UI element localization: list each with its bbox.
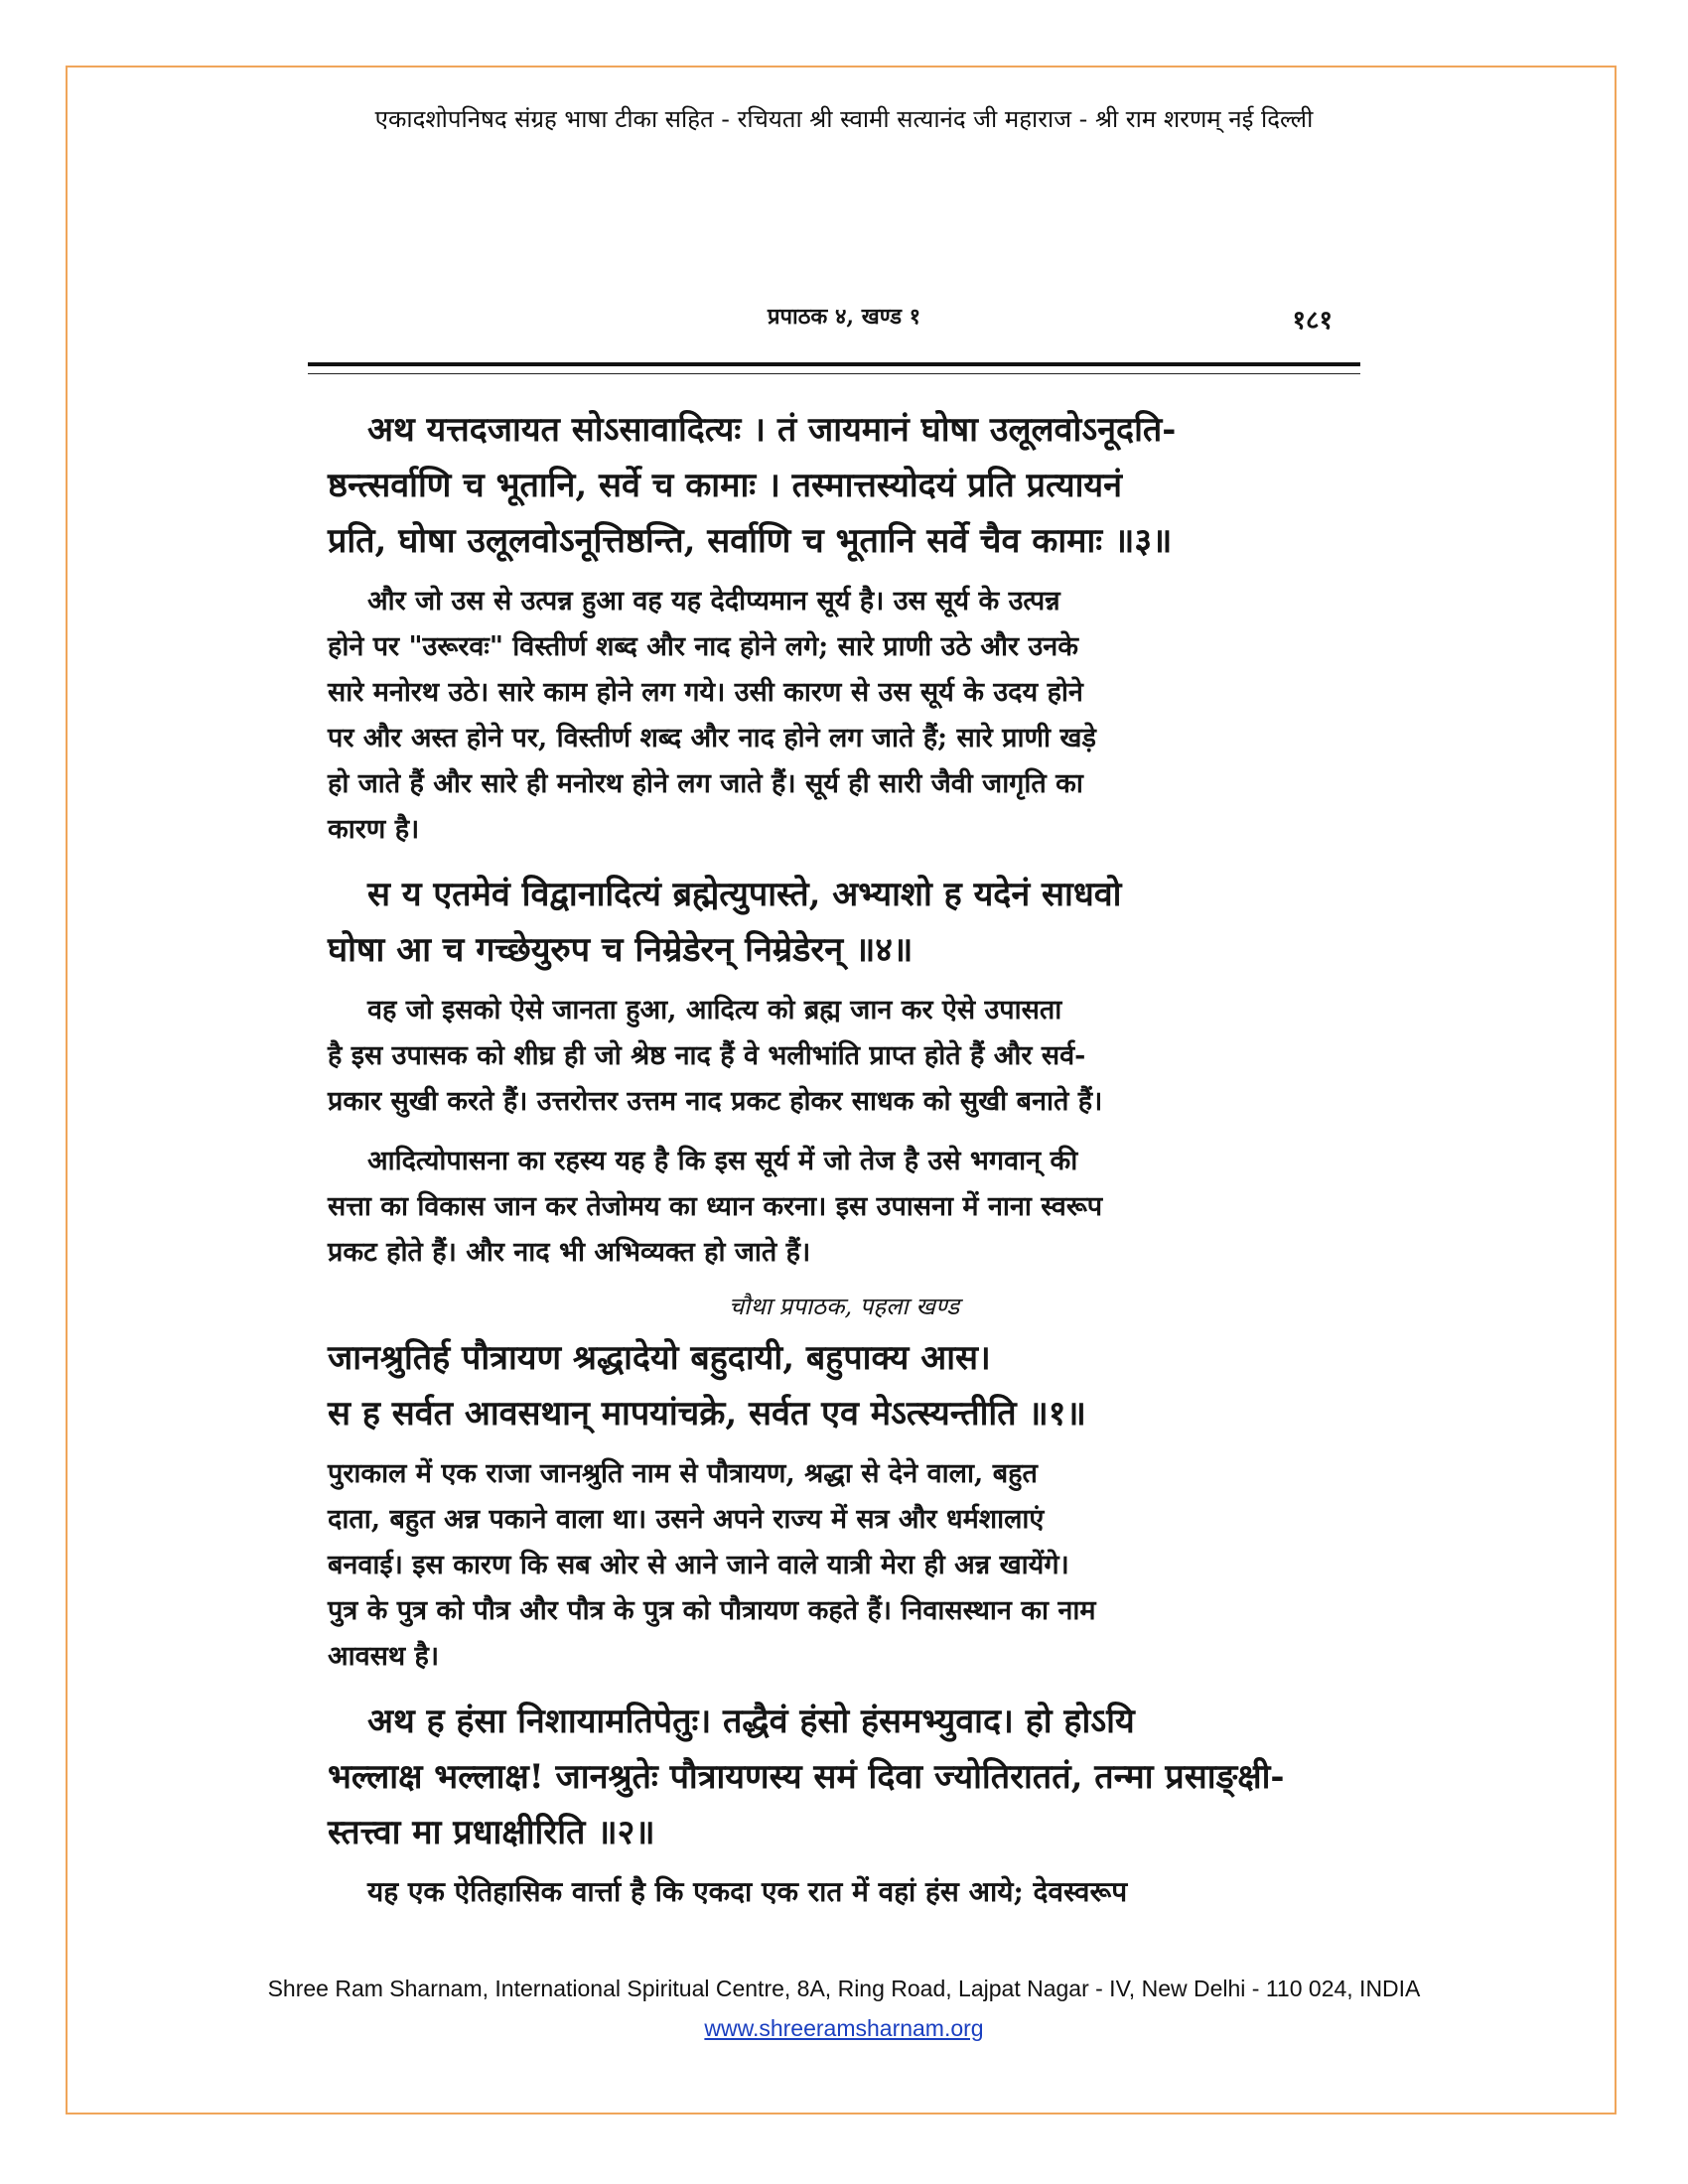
verse-line: भल्लाक्ष भल्लाक्ष! जानश्रुतेः पौत्रायणस्य समं दिवा ज्योतिराततं, तन्मा प्रसाङ्क्षी- <box>328 1757 1285 1797</box>
gloss-line: प्रकार सुखी करते हैं। उत्तरोत्तर उत्तम नाद प्रकट होकर साधक को सुखी बनाते हैं। <box>328 1086 1103 1117</box>
gloss-line: पुत्र के पुत्र को पौत्र और पौत्र के पुत्र को पौत्रायण कहते हैं। निवासस्थान का नाम <box>328 1595 1096 1626</box>
page-body <box>328 402 1360 1914</box>
website-link[interactable]: www.shreeramsharnam.org <box>704 2015 984 2041</box>
gloss-line: पर और अस्त होने पर, विस्तीर्ण शब्द और नाद होने लग जाते हैं; सारे प्राणी खड़े <box>328 723 1096 753</box>
gloss-line: दाता, बहुत अन्न पकाने वाला था। उसने अपने राज्य में सत्र और धर्मशालाएं <box>328 1504 1045 1535</box>
verse-line: स ह सर्वत आवसथान् मापयांचक्रे, सर्वत एव मेऽत्स्यन्तीति ॥१॥ <box>328 1394 1086 1433</box>
verse-3 <box>328 402 1360 569</box>
verse-2 <box>328 1694 1360 1860</box>
gloss-line: है इस उपासक को शीघ्र ही जो श्रेष्ठ नाद हैं वे भलीभांति प्राप्त होते हैं और सर्व- <box>328 1040 1086 1071</box>
gloss-line: आवसथ है। <box>328 1641 440 1672</box>
gloss-line: और जो उस से उत्पन्न हुआ वह यह देदीप्यमान सूर्य है। उस सूर्य के उत्पन्न <box>367 586 1060 616</box>
verse-line: घोषा आ च गच्छेयुरुप च निम्रेडेरन् निम्रेडेरन् ॥४॥ <box>328 930 914 970</box>
verse-line: स्तत्त्वा मा प्रधाक्षीरिति ॥२॥ <box>328 1813 655 1852</box>
gloss-1 <box>328 1451 1360 1680</box>
gloss-line: सारे मनोरथ उठे। सारे काम होने लग गये। उसी कारण से उस सूर्य के उदय होने <box>328 677 1083 708</box>
running-head: प्रपाठक ४, खण्ड १ <box>767 304 921 330</box>
gloss-3 <box>328 579 1360 853</box>
gloss-4 <box>328 988 1360 1125</box>
gloss-line: बनवाई। इस कारण कि सब ओर से आने जाने वाले यात्री मेरा ही अन्न खायेंगे। <box>328 1550 1069 1580</box>
gloss-line: वह जो इसको ऐसे जानता हुआ, आदित्य को ब्रह्म जान कर ऐसे उपासता <box>367 995 1062 1025</box>
header-rule-thin <box>308 373 1360 374</box>
verse-line: स य एतमेवं विद्वानादित्यं ब्रह्मेत्युपास्ते, अभ्याशो ह यदेनं साधवो <box>367 875 1122 914</box>
scanned-page <box>298 283 1390 1961</box>
running-head-bar <box>298 301 1390 341</box>
commentary <box>328 1139 1360 1276</box>
verse-line: अथ यत्तदजायत सोऽसावादित्यः । तं जायमानं घोषा उलूलवोऽनूदति- <box>367 410 1177 450</box>
gloss-line: पुराकाल में एक राजा जानश्रुति नाम से पौत्रायण, श्रद्धा से देने वाला, बहुत <box>328 1458 1038 1489</box>
section-title: चौथा प्रपाठक, पहला खण्ड <box>728 1293 960 1320</box>
verse-line: अथ ह हंसा निशायामतिपेतुः। तद्धैवं हंसो हंसमभ्युवाद। हो होऽयि <box>367 1702 1135 1741</box>
verse-line: प्रति, घोषा उलूलवोऽनूत्तिष्ठन्ति, सर्वाणि च भूतानि सर्वे चैव कामाः ॥३॥ <box>328 521 1173 561</box>
gloss-line: हो जाते हैं और सारे ही मनोरथ होने लग जाते हैं। सूर्य ही सारी जैवी जागृति का <box>328 768 1083 799</box>
gloss-line: प्रकट होते हैं। और नाद भी अभिव्यक्त हो जाते हैं। <box>328 1237 811 1268</box>
gloss-line: कारण है। <box>328 814 420 845</box>
gloss-line: होने पर "उरूरवः" विस्तीर्ण शब्द और नाद होने लगे; सारे प्राणी उठे और उनके <box>328 631 1078 662</box>
verse-1 <box>328 1330 1360 1441</box>
gloss-2-partial: यह एक ऐतिहासिक वार्त्ता है कि एकदा एक रात में वहां हंस आये; देवस्वरूप <box>367 1875 1128 1908</box>
gloss-line: आदित्योपासना का रहस्य यह है कि इस सूर्य में जो तेज है उसे भगवान् की <box>367 1146 1078 1176</box>
document-header: एकादशोपनिषद संग्रह भाषा टीका सहित - रचियता श्री स्वामी सत्यानंद जी महाराज - श्री राम शरणम् नई दिल्ली <box>374 105 1314 133</box>
footer-address: Shree Ram Sharnam, International Spiritual Centre, 8A, Ring Road, Lajpat Nagar - IV, New Delhi - 110 024, INDIA <box>267 1976 1421 2001</box>
page-number: १८१ <box>1292 306 1333 336</box>
verse-4 <box>328 867 1360 978</box>
header-rule-thick <box>308 362 1360 366</box>
gloss-line: सत्ता का विकास जान कर तेजोमय का ध्यान करना। इस उपासना में नाना स्वरूप <box>328 1191 1103 1222</box>
verse-line: जानश्रुतिर्ह पौत्रायण श्रद्धादेयो बहुदायी, बहुपाक्य आस। <box>328 1338 991 1378</box>
verse-line: ष्ठन्त्सर्वाणि च भूतानि, सर्वे च कामाः । तस्मात्तस्योदयं प्रति प्रत्यायनं <box>328 466 1122 505</box>
